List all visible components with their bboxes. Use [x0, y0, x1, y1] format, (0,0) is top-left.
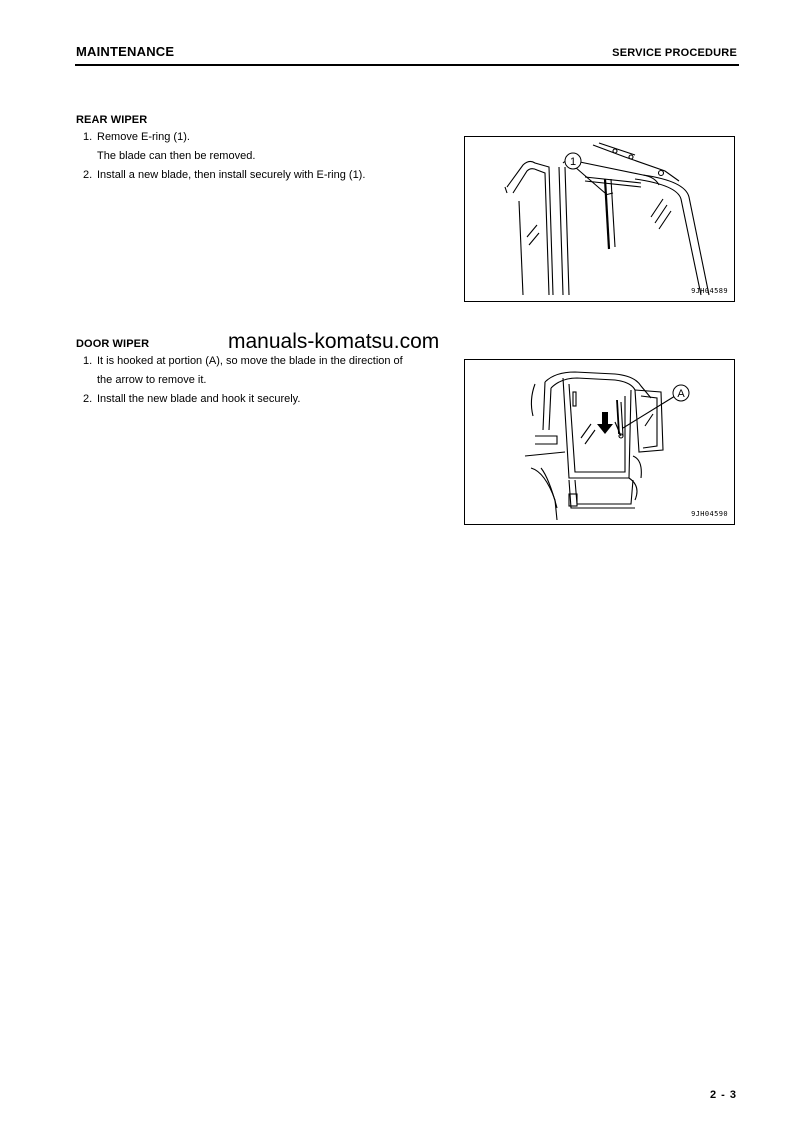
header-divider	[75, 64, 739, 66]
step-text: Remove E-ring (1).	[97, 131, 190, 143]
rear-wiper-step-2	[83, 166, 453, 185]
callout-label: A	[677, 388, 685, 400]
step-text: Install a new blade, then install securely with E-ring (1).	[97, 169, 366, 181]
step-number: 1.	[83, 355, 93, 367]
page-number: 2 - 3	[709, 1089, 737, 1101]
door-wiper-illustration	[465, 360, 734, 524]
rear-wiper-step-1	[83, 128, 453, 147]
step-number: 2.	[83, 169, 93, 181]
door-wiper-step-1-continued: the arrow to remove it.	[97, 374, 207, 386]
rear-wiper-figure	[464, 136, 735, 302]
door-wiper-step-2	[83, 390, 463, 409]
step-text: It is hooked at portion (A), so move the blade in the direction of	[97, 355, 403, 367]
callout-label: 1	[569, 156, 577, 168]
header-chapter-title: SERVICE PROCEDURE	[612, 47, 737, 59]
direction-arrow	[597, 412, 613, 434]
watermark-text: manuals-komatsu.com	[228, 330, 440, 353]
rear-wiper-steps	[83, 128, 453, 185]
step-number: 2.	[83, 393, 93, 405]
door-wiper-figure	[464, 359, 735, 525]
header-section-title: MAINTENANCE	[76, 44, 175, 59]
rear-wiper-step-1-continued: The blade can then be removed.	[97, 150, 256, 162]
door-wiper-step-1	[83, 352, 463, 371]
figure-code: 9JH04590	[691, 510, 728, 518]
step-text: Install the new blade and hook it securely.	[97, 393, 301, 405]
step-number: 1.	[83, 131, 93, 143]
figure-code: 9JH04589	[691, 287, 728, 295]
rear-wiper-illustration	[465, 137, 734, 301]
door-wiper-steps	[83, 352, 463, 409]
rear-wiper-heading: REAR WIPER	[76, 114, 148, 126]
door-wiper-heading: DOOR WIPER	[76, 338, 150, 350]
